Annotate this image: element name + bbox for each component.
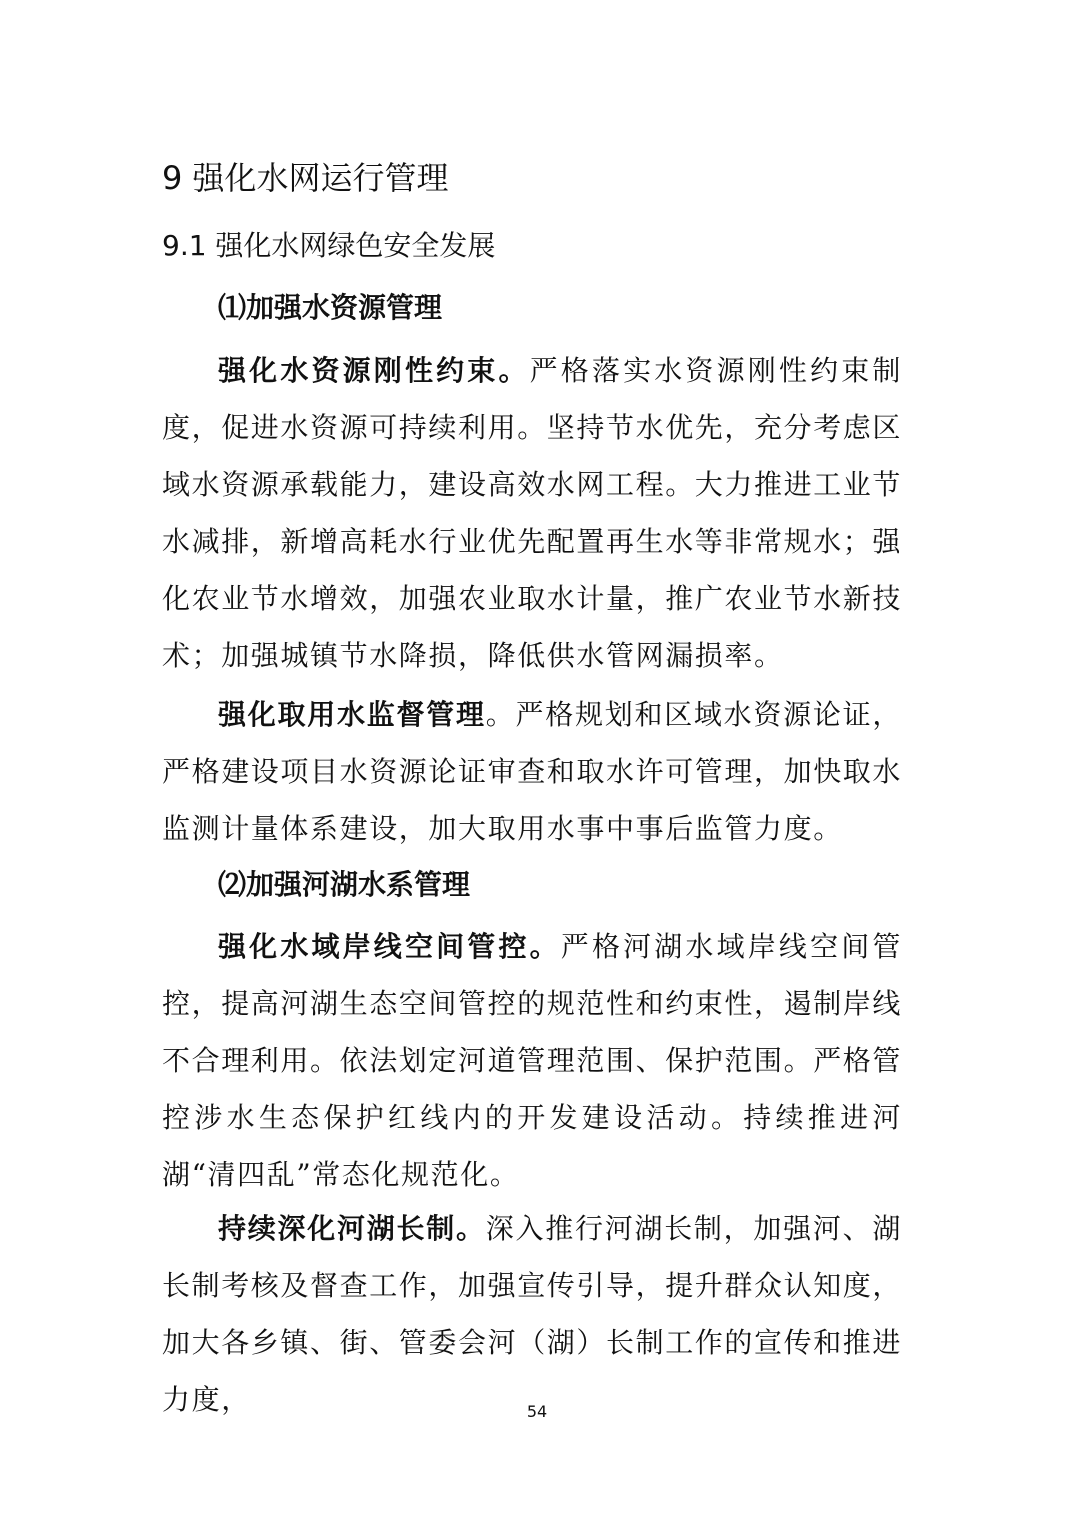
paragraph-lead: 持续深化河湖长制。 [218,1212,486,1245]
subsection-title-rivers-lakes: ⑵加强河湖水系管理 [218,868,471,901]
paragraph-body: 深入推行河湖长制，加强河、湖长制考核及督查工作，加强宣传引导，提升群众认知度，加大各乡镇、街、管委会河（湖）长制工作的宣传和推进力度， [162,1212,903,1416]
section-title: 9.1 强化水网绿色安全发展 [162,229,496,262]
paragraph-lead: 强化水资源刚性约束。 [218,354,530,387]
paragraph-body: 。严格规划和区域水资源论证，严格建设项目水资源论证审查和取水许可管理，加快取水监测计量体系建设，加大取用水事中事后监管力度。 [162,698,903,845]
paragraph-lead: 强化取用水监督管理 [218,698,486,731]
chapter-title: 9 强化水网运行管理 [162,159,449,197]
paragraph-lead: 强化水域岸线空间管控。 [218,930,561,963]
page-number: 54 [526,1402,548,1421]
paragraph-water-supervision [162,686,902,857]
subsection-title-water-resources: ⑴加强水资源管理 [218,291,443,324]
paragraph-water-resource-constraint [162,342,902,684]
paragraph-body: 严格落实水资源刚性约束制度，促进水资源可持续利用。坚持节水优先，充分考虑区域水资源承载能力，建设高效水网工程。大力推进工业节水减排，新增高耗水行业优先配置再生水等非常规水；强化农业节水增效，加强农业取水计量，推广农业节水新技术；加强城镇节水降损，降低供水管网漏损率。 [162,354,903,672]
paragraph-shoreline-control [162,918,902,1203]
paragraph-body: 严格河湖水域岸线空间管控，提高河湖生态空间管控的规范性和约束性，遏制岸线不合理利用。依法划定河道管理范围、保护范围。严格管控涉水生态保护红线内的开发建设活动。持续推进河湖“清四乱”常态化规范化。 [162,930,903,1191]
paragraph-river-chief-system [162,1200,902,1428]
